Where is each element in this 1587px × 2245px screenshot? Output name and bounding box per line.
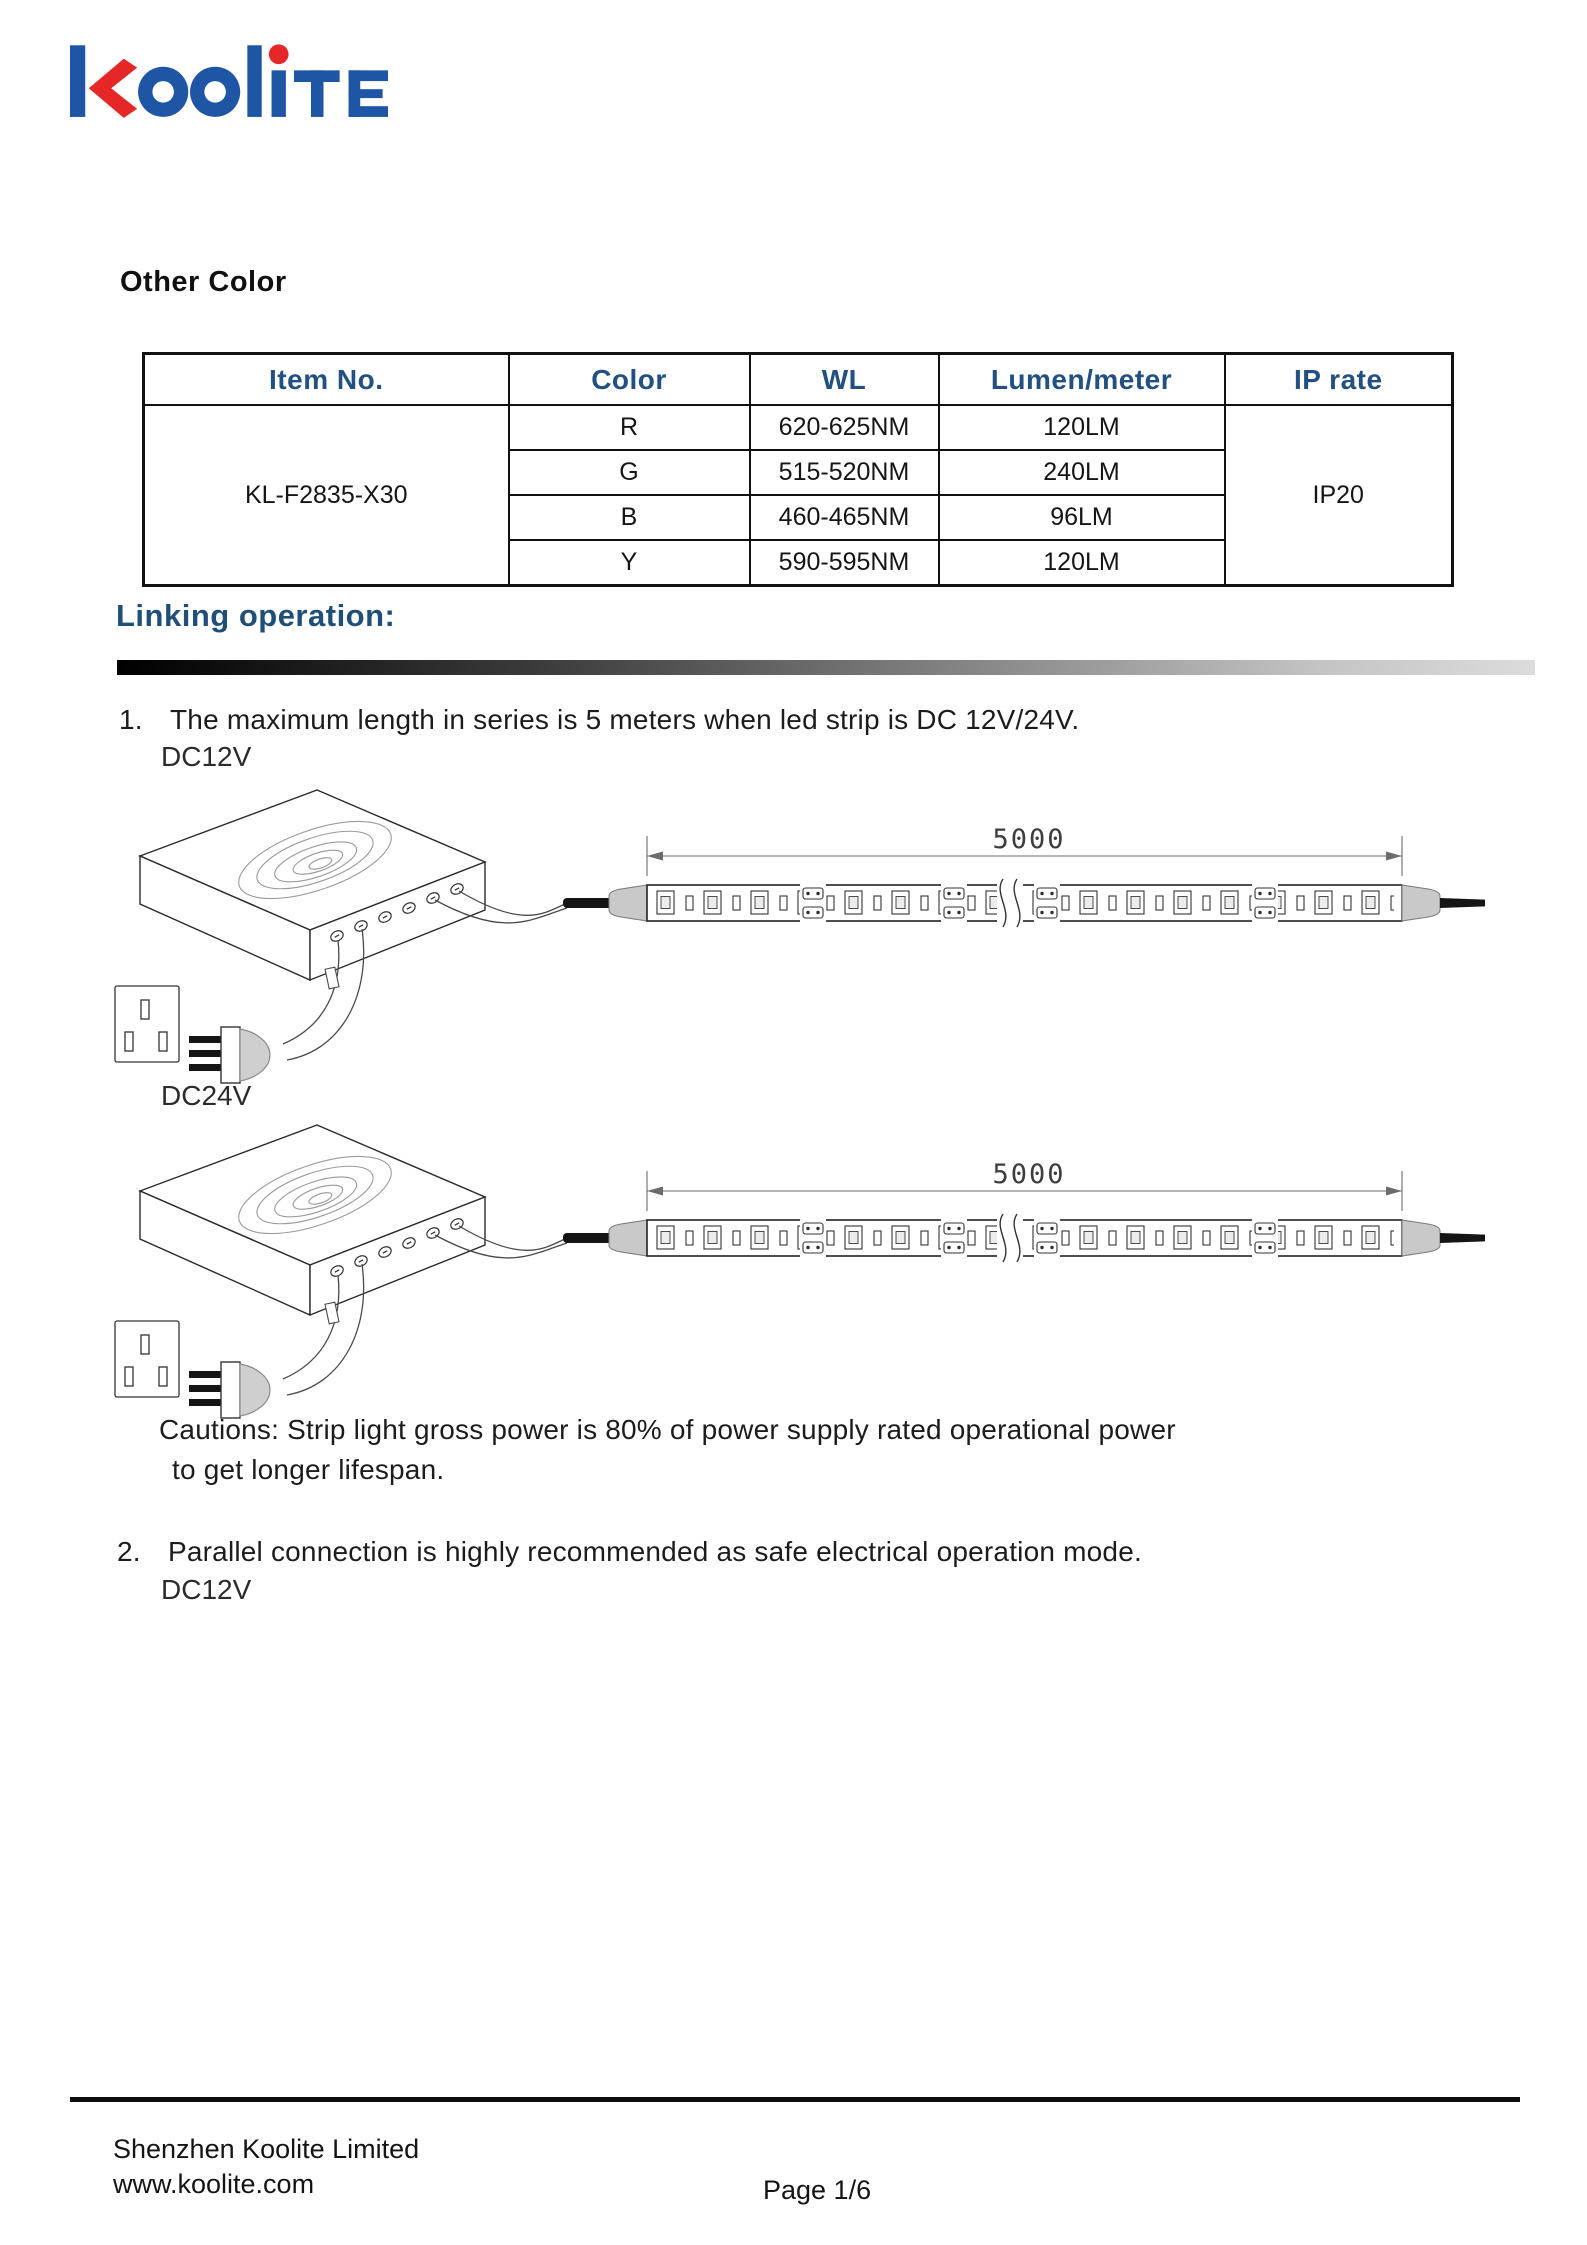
cell-wl: 620-625NM — [750, 405, 939, 450]
cell-color: B — [509, 495, 750, 540]
dc12v-label-2: DC12V — [161, 1574, 252, 1605]
cell-wl: 460-465NM — [750, 495, 939, 540]
cell-lumen: 120LM — [939, 540, 1225, 586]
dc24v-label: DC24V — [161, 1080, 252, 1111]
cautions-line-2: to get longer lifespan. — [172, 1454, 445, 1485]
footer-company: Shenzhen Koolite Limited — [113, 2134, 420, 2164]
color-spec-table — [142, 352, 1454, 587]
cautions-line-1: Cautions: Strip light gross power is 80% of power supply rated operational power — [159, 1414, 1176, 1445]
section-divider-gradient — [117, 660, 1535, 675]
cell-lumen: 120LM — [939, 405, 1225, 450]
footer-divider — [70, 2097, 1520, 2102]
footer-website: www.koolite.com — [113, 2169, 315, 2199]
table-row — [144, 405, 1453, 450]
cell-color: Y — [509, 540, 750, 586]
cell-lumen: 96LM — [939, 495, 1225, 540]
cell-ip-rate: IP20 — [1225, 405, 1453, 586]
list-item-2 — [117, 1536, 1517, 1568]
header-lumen: Lumen/meter — [939, 354, 1225, 406]
koolite-logo-icon — [70, 44, 388, 120]
dc24v-diagram — [85, 1113, 1485, 1453]
header-ip-rate: IP rate — [1225, 354, 1453, 406]
list-item-1-number: 1. — [119, 704, 143, 735]
linking-operation-heading: Linking operation: — [116, 598, 396, 633]
cell-lumen: 240LM — [939, 450, 1225, 495]
cell-wl: 590-595NM — [750, 540, 939, 586]
other-color-heading: Other Color — [120, 266, 287, 298]
cell-color: R — [509, 405, 750, 450]
header-color: Color — [509, 354, 750, 406]
page-number: Page 1/6 — [763, 2175, 872, 2205]
table-header-row — [144, 354, 1453, 406]
cell-wl: 515-520NM — [750, 450, 939, 495]
list-item-2-text: Parallel connection is highly recommended as safe electrical operation mode. — [168, 1536, 1142, 1567]
list-item-1-text: The maximum length in series is 5 meters when led strip is DC 12V/24V. — [170, 704, 1080, 735]
header-wl: WL — [750, 354, 939, 406]
dc12v-label: DC12V — [161, 741, 252, 772]
header-item-no: Item No. — [144, 354, 509, 406]
cell-item-no: KL-F2835-X30 — [144, 405, 509, 586]
dc12v-diagram-graphic — [115, 790, 1485, 1083]
list-item-1 — [119, 704, 1519, 736]
cell-color: G — [509, 450, 750, 495]
dc24v-diagram-graphic — [115, 1125, 1485, 1418]
dc12v-diagram — [85, 778, 1485, 1118]
list-item-2-number: 2. — [117, 1536, 141, 1567]
